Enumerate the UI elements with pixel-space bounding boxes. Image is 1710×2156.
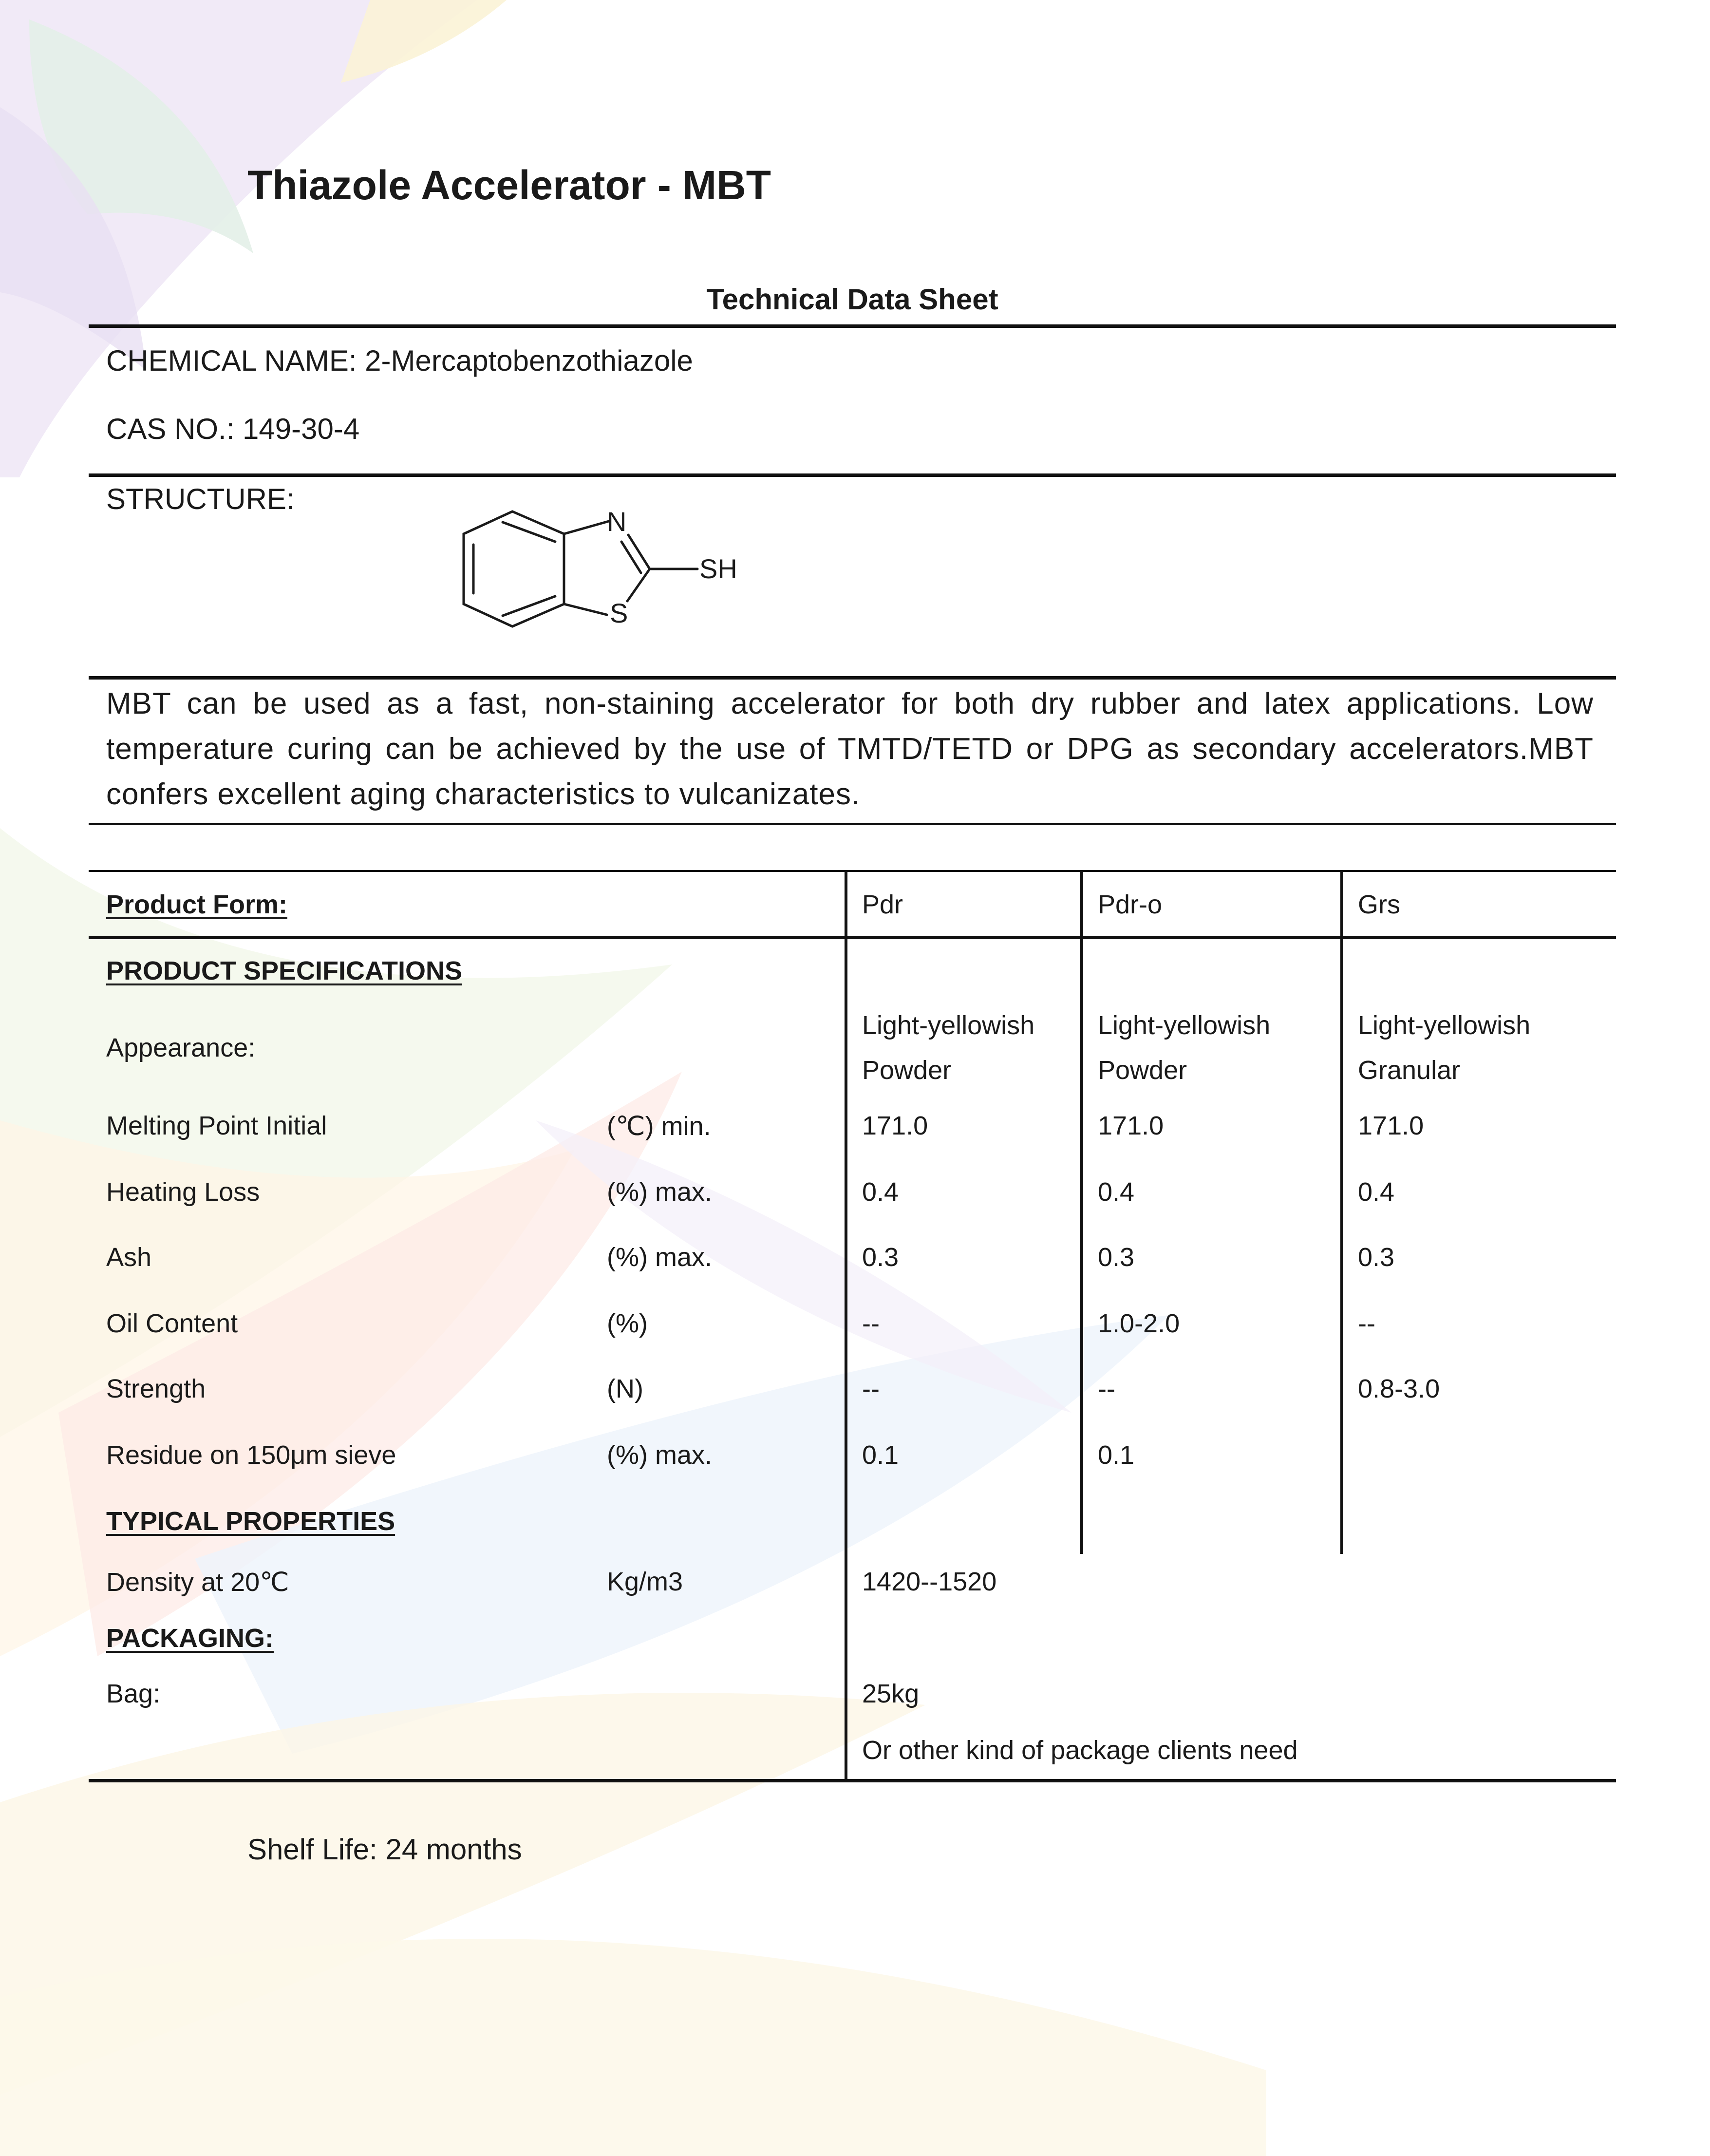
appearance-value: Light-yellowish xyxy=(1098,1011,1271,1040)
spec-row-unit: (%) max. xyxy=(607,1440,712,1470)
column-header: Grs xyxy=(1358,890,1400,919)
bag-value: 25kg xyxy=(862,1679,920,1708)
spec-row-value: 0.1 xyxy=(862,1440,899,1470)
spec-row-value: -- xyxy=(862,1374,880,1403)
spec-row-value: 1.0-2.0 xyxy=(1098,1309,1180,1338)
spec-row-value: 0.4 xyxy=(1358,1177,1395,1207)
divider-structure xyxy=(89,473,1616,477)
divider-description xyxy=(89,676,1616,680)
document-title: Thiazole Accelerator - MBT xyxy=(247,162,771,208)
density-unit: Kg/m3 xyxy=(607,1567,683,1596)
spec-row-value: 0.4 xyxy=(1098,1177,1135,1207)
spec-row-label: Residue on 150μm sieve xyxy=(106,1440,396,1470)
spec-row-value: 0.4 xyxy=(862,1177,899,1207)
density-label: Density at 20℃ xyxy=(106,1568,289,1597)
chemical-name: CHEMICAL NAME: 2-Mercaptobenzothiazole xyxy=(106,344,693,377)
table-top-border xyxy=(89,870,1616,872)
document-subtitle: Technical Data Sheet xyxy=(706,283,998,316)
mbt-structure-diagram xyxy=(453,497,765,658)
spec-row-value: -- xyxy=(1358,1309,1375,1338)
specifications-heading: PRODUCT SPECIFICATIONS xyxy=(106,956,463,985)
spec-row-unit: (%) xyxy=(607,1309,648,1338)
spec-row-value: 171.0 xyxy=(1098,1111,1164,1140)
packaging-note: Or other kind of package clients need xyxy=(862,1736,1298,1765)
table-header-border xyxy=(89,936,1616,939)
spec-row-value: 0.1 xyxy=(1098,1440,1135,1470)
appearance-value: Light-yellowish xyxy=(862,1011,1035,1040)
divider-thin xyxy=(89,823,1616,825)
spec-row-value: 0.3 xyxy=(1358,1243,1395,1272)
spec-row-label: Heating Loss xyxy=(106,1177,260,1207)
table-col-divider-3 xyxy=(1340,870,1343,1554)
appearance-value: Light-yellowish xyxy=(1358,1011,1531,1040)
spec-row-label: Strength xyxy=(106,1374,206,1403)
spec-row-value: -- xyxy=(862,1309,880,1338)
appearance-value: Powder xyxy=(1098,1056,1187,1085)
packaging-heading: PACKAGING: xyxy=(106,1624,274,1653)
table-bottom-border xyxy=(89,1779,1616,1782)
atom-s-label: S xyxy=(610,598,628,628)
product-form-label: Product Form: xyxy=(106,890,287,919)
spec-row-unit: (%) max. xyxy=(607,1177,712,1207)
spec-row-value: 0.8-3.0 xyxy=(1358,1374,1440,1403)
product-description: MBT can be used as a fast, non-staining accelerator for both dry rubber and latex applications. Low temperature curing can be achieved by the use of TMTD/TETD or DPG as secondary accelerators.MBT confers excellent aging characteristics to vulcanizates. xyxy=(106,687,1594,811)
spec-row-value: -- xyxy=(1098,1374,1115,1403)
atom-n-label: N xyxy=(607,506,627,537)
spec-row-value: 0.3 xyxy=(862,1243,899,1272)
spec-row-value: 171.0 xyxy=(862,1111,928,1140)
structure-label: STRUCTURE: xyxy=(106,483,295,515)
column-header: Pdr xyxy=(862,890,903,919)
spec-row-value: 171.0 xyxy=(1358,1111,1424,1140)
column-header: Pdr-o xyxy=(1098,890,1163,919)
appearance-value: Powder xyxy=(862,1056,952,1085)
spec-row-label: Ash xyxy=(106,1243,152,1272)
sh-group-label: SH xyxy=(699,553,737,584)
spec-row-value: 0.3 xyxy=(1098,1243,1135,1272)
cas-number: CAS NO.: 149-30-4 xyxy=(106,413,360,445)
divider-top xyxy=(89,324,1616,328)
spec-row-label: Melting Point Initial xyxy=(106,1111,327,1140)
table-col-divider-1 xyxy=(845,870,847,1781)
table-col-divider-2 xyxy=(1080,870,1083,1554)
typical-properties-heading: TYPICAL PROPERTIES xyxy=(106,1507,395,1536)
density-value: 1420--1520 xyxy=(862,1567,997,1596)
appearance-label: Appearance: xyxy=(106,1033,256,1062)
spec-row-unit: (℃) min. xyxy=(607,1112,711,1141)
spec-row-label: Oil Content xyxy=(106,1309,238,1338)
shelf-life: Shelf Life: 24 months xyxy=(247,1833,522,1866)
bag-label: Bag: xyxy=(106,1679,161,1708)
spec-row-unit: (%) max. xyxy=(607,1243,712,1272)
spec-row-unit: (N) xyxy=(607,1374,643,1403)
appearance-value: Granular xyxy=(1358,1056,1461,1085)
